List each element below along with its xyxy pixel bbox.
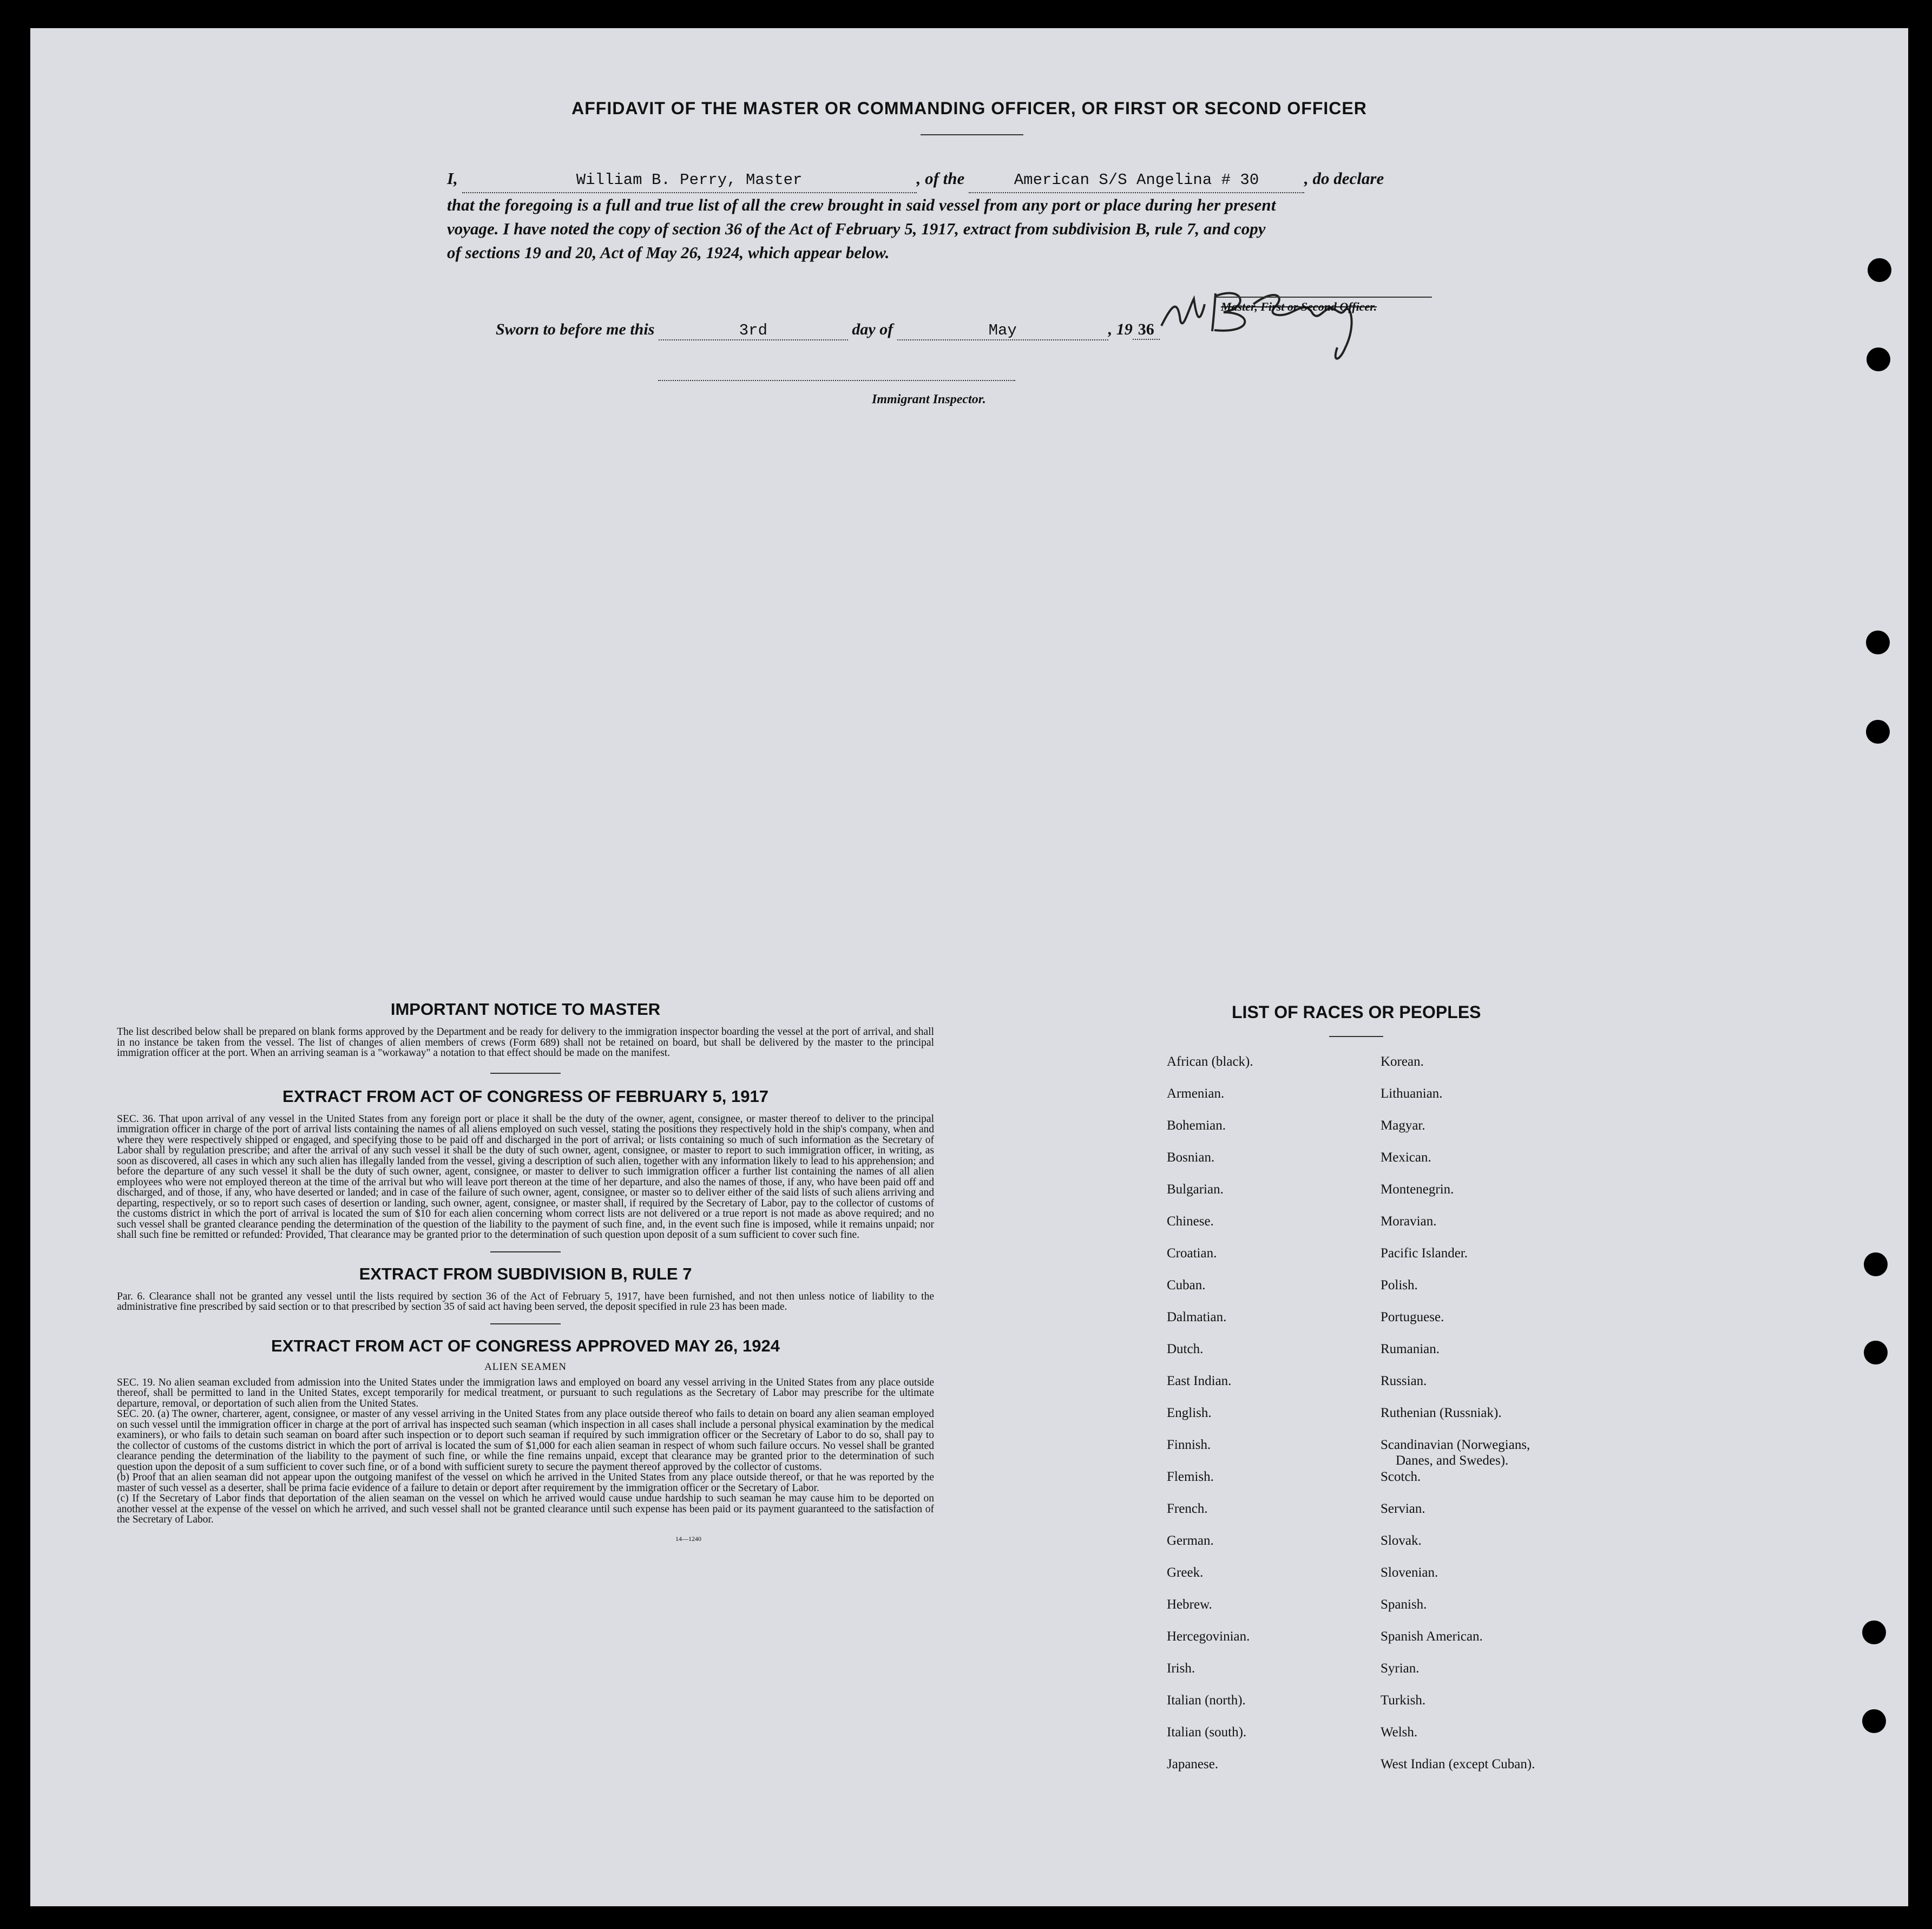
- race-item: Syrian.: [1381, 1661, 1420, 1676]
- punch-hole: [1868, 258, 1891, 282]
- race-item: Spanish American.: [1381, 1629, 1483, 1644]
- sworn-line: [496, 320, 1160, 340]
- sec-20b-text: (b) Proof that an alien seaman did not appear upon the outgoing manifest of the vessel on which he arrived in the United States from any place outside thereof, or that he was reported by the master of such vessel as a deserter, shall be prima facie evidence of a failure to detain or deport after requirement by the immigration officer or the Secretary of Labor.: [117, 1472, 934, 1494]
- race-item: Italian (south).: [1167, 1725, 1247, 1740]
- race-item-continuation: Danes, and Swedes).: [1396, 1453, 1509, 1468]
- sworn-month-field: May: [897, 321, 1108, 340]
- race-item: Cuban.: [1167, 1278, 1206, 1292]
- race-item: Dutch.: [1167, 1342, 1204, 1356]
- race-item: Ruthenian (Russniak).: [1381, 1406, 1502, 1420]
- day-of-label: day of: [852, 320, 893, 338]
- race-item: West Indian (except Cuban).: [1381, 1757, 1535, 1771]
- extract-1924-title: EXTRACT FROM ACT OF CONGRESS APPROVED MAY 26, 1924: [271, 1336, 780, 1355]
- punch-hole: [1867, 347, 1890, 371]
- race-item: African (black).: [1167, 1054, 1253, 1069]
- document-sheet: [30, 28, 1908, 1906]
- punch-hole: [1866, 631, 1890, 654]
- notice-text: The list described below shall be prepared on blank forms approved by the Department and be ready for delivery to the immigration inspector boarding the vessel at the port of arrival, and shall in no instance be taken from the vessel. The list of changes of alien members of crews (Form 689) shall not be retained on board, but shall be delivered by the master to the principal immigration officer at the port. When an arriving seaman is a "workaway" a notation to that effect should be made on the manifest.: [117, 1026, 934, 1059]
- notice-section: [117, 1000, 934, 1543]
- year-prefix: , 19: [1108, 320, 1133, 338]
- race-item: Hercegovinian.: [1167, 1629, 1250, 1644]
- race-item: Rumanian.: [1381, 1342, 1440, 1356]
- race-item: Montenegrin.: [1381, 1182, 1454, 1197]
- race-item: Turkish.: [1381, 1693, 1426, 1708]
- race-item: Scandinavian (Norwegians,: [1381, 1438, 1530, 1452]
- punch-hole: [1864, 1252, 1888, 1276]
- race-item: Scotch.: [1381, 1469, 1421, 1484]
- signature-caption: Master, First or Second Officer.: [1221, 300, 1377, 313]
- race-item: Moravian.: [1381, 1214, 1437, 1229]
- subdivision-divider: [490, 1323, 561, 1324]
- race-item: Russian.: [1381, 1374, 1427, 1388]
- extract-1917-title: EXTRACT FROM ACT OF CONGRESS OF FEBRUARY 5, 1917: [282, 1086, 768, 1106]
- inspector-caption: Immigrant Inspector.: [872, 392, 986, 406]
- races-title: LIST OF RACES OR PEOPLES: [1232, 1002, 1481, 1022]
- race-item: Servian.: [1381, 1501, 1425, 1516]
- master-signature: [1151, 266, 1432, 380]
- punch-hole: [1862, 1709, 1886, 1733]
- race-item: Portuguese.: [1381, 1310, 1444, 1324]
- subdivision-title: EXTRACT FROM SUBDIVISION B, RULE 7: [359, 1264, 692, 1283]
- race-item: Croatian.: [1167, 1246, 1217, 1261]
- race-item: Magyar.: [1381, 1118, 1425, 1133]
- vessel-field: American S/S Angelina # 30: [969, 168, 1304, 193]
- officer-name-field: William B. Perry, Master: [462, 168, 917, 193]
- inspector-signature-line: [658, 380, 1015, 381]
- punch-hole: [1866, 720, 1890, 744]
- punch-hole: [1862, 1620, 1886, 1644]
- race-item: English.: [1167, 1406, 1212, 1420]
- race-item: Bulgarian.: [1167, 1182, 1224, 1197]
- race-item: Bohemian.: [1167, 1118, 1226, 1133]
- race-item: Japanese.: [1167, 1757, 1219, 1771]
- races-list: [1167, 1046, 1654, 1803]
- sworn-day-field: 3rd: [659, 321, 848, 340]
- race-item: Korean.: [1381, 1054, 1424, 1069]
- declaration-line-3: of sections 19 and 20, Act of May 26, 1924, which appear below.: [447, 243, 890, 262]
- race-item: Bosnian.: [1167, 1150, 1215, 1165]
- race-item: Hebrew.: [1167, 1597, 1212, 1612]
- race-item: Irish.: [1167, 1661, 1195, 1676]
- extract-1917-text: SEC. 36. That upon arrival of any vessel in the United States from any foreign port or place it shall be the duty of the owner, agent, consignee, or master thereof to deliver to the principal immigration officer in charge of the port of arrival lists containing the names of all aliens employed on such vessel, stating the positions they respectively hold in the ship's company, when and where they were respectively shipped or engaged, and specifying those to be paid off and discharged in the port of arrival; or lists containing so much of such information as the Secretary of Labor shall by regulation prescribe; and after the arrival of any such vessel it shall be the duty of such owner, agent, consignee, or master to report to such immigration officer, in writing, as soon as discovered, all cases in which any such alien has illegally landed from the vessel, giving a description of such alien, together with any information likely to lead to his apprehension; and before the departure of any such vessel it shall be the duty of such owner, agent, consignee, or master to deliver to such immigration officer a further list containing the names of all alien employees who were not employed thereon at the time of the arrival but who will leave port thereon at the time of her departure, and also the names of those, if any, who have been paid off and discharged, and of those, if any, who have deserted or landed; and in case of the failure of such owner, agent, consignee, or master so to deliver either of the said lists of such aliens arriving and departing, respectively, or so to report such cases of desertion or landing, such owner, agent, consignee, or master shall, if required by the Secretary of Labor, pay to the collector of customs of the customs district in which the port of arrival is located the sum of $10 for each alien concerning whom correct lists are not delivered or a true report is not made as above required; and no such vessel shall be granted clearance pending the determination of the question of the liability to the payment of such fine, and, in the event such fine is imposed, while it remains unpaid; nor shall such fine be remitted or refunded: Provided, That clearance may be granted prior to the determination of such question upon deposit of a sum sufficient to cover such fine.: [117, 1113, 934, 1241]
- race-item: French.: [1167, 1501, 1208, 1516]
- notice-title: IMPORTANT NOTICE TO MASTER: [390, 1000, 661, 1019]
- declaration-line-2: voyage. I have noted the copy of section 36 of the Act of February 5, 1917, extract from subdivision B, rule 7, and copy: [447, 219, 1266, 238]
- race-item: Slovenian.: [1381, 1565, 1438, 1580]
- sec-19-text: SEC. 19. No alien seaman excluded from admission into the United States under the immigration laws and employed on board any vessel arriving in the United States from any place outside thereof, shall be permitted to land in the United States, except temporarily for medical treatment, or pursuant to such regulations as the Secretary of Labor may prescribe for the ultimate departure, removal, or deportation of such alien from the United States.: [117, 1376, 934, 1409]
- declaration-pronoun: I,: [447, 169, 458, 188]
- race-item: Pacific Islander.: [1381, 1246, 1468, 1261]
- races-left-column: [1167, 1046, 1253, 1780]
- of-the-label: , of the: [916, 169, 965, 188]
- punch-hole: [1864, 1341, 1888, 1364]
- sworn-prefix: Sworn to before me this: [496, 320, 655, 338]
- affidavit-title: AFFIDAVIT OF THE MASTER OR COMMANDING OFFICER, OR FIRST OR SECOND OFFICER: [571, 99, 1367, 118]
- race-item: Dalmatian.: [1167, 1310, 1227, 1324]
- race-item: Greek.: [1167, 1565, 1204, 1580]
- race-item: Mexican.: [1381, 1150, 1431, 1165]
- races-underline: [1329, 1036, 1383, 1037]
- race-item: Spanish.: [1381, 1597, 1427, 1612]
- do-declare-label: , do declare: [1304, 169, 1384, 188]
- year-field: 36: [1133, 320, 1160, 340]
- races-right-column: [1381, 1046, 1535, 1780]
- sec-20c-text: (c) If the Secretary of Labor finds that deportation of the alien seaman on the vessel on which he arrived would cause undue hardship to such seaman he may cause him to be deported on another vessel at the expense of the vessel on which he arrived, and such vessel shall not be granted clearance until such expense has been paid or its payment guaranteed to the satisfaction of the Secretary of Labor.: [117, 1493, 934, 1525]
- race-item: Polish.: [1381, 1278, 1418, 1292]
- sec-20a-text: SEC. 20. (a) The owner, charterer, agent, consignee, or master of any vessel arriving in the United States from any place outside thereof who fails to detain on board any alien seaman employed on such vessel until the immigration officer in charge at the port of arrival has inspected such seaman (which inspection in all cases shall include a personal physical examination by the medical examiners), or who fails to detain such seaman on board after such inspection or to deport such seaman if required by such immigration officer or the Secretary of Labor to do so, shall pay to the collector of customs of the customs district in which the port of arrival is located the sum of $1,000 for each alien seaman in respect of whom such failure occurs. No vessel shall be granted clearance pending the determination of the liability to the payment of such fine, or while the fine remains unpaid, except that clearance may be granted prior to the determination of such question upon the deposit of a sum sufficient to cover such fine, or of a bond with sufficient surety to secure the payment thereof approved by the collector of customs.: [117, 1408, 934, 1473]
- race-item: Flemish.: [1167, 1469, 1214, 1484]
- signature-line: [1215, 297, 1432, 298]
- race-item: Lithuanian.: [1381, 1086, 1443, 1101]
- race-item: Slovak.: [1381, 1533, 1422, 1548]
- race-item: German.: [1167, 1533, 1214, 1548]
- extract-1917-divider: [490, 1251, 561, 1252]
- race-item: East Indian.: [1167, 1374, 1232, 1388]
- declaration-line-1: that the foregoing is a full and true list of all the crew brought in said vessel from any port or place during her present: [447, 195, 1276, 214]
- race-item: Welsh.: [1381, 1725, 1418, 1740]
- form-number: 14—1240: [675, 1534, 701, 1543]
- race-item: Finnish.: [1167, 1438, 1211, 1452]
- race-item: Chinese.: [1167, 1214, 1214, 1229]
- notice-divider: [490, 1073, 561, 1074]
- declaration: [447, 167, 1524, 265]
- race-item: Italian (north).: [1167, 1693, 1246, 1708]
- race-item: Armenian.: [1167, 1086, 1225, 1101]
- extract-1924-subtitle: ALIEN SEAMEN: [484, 1361, 567, 1373]
- subdivision-text: Par. 6. Clearance shall not be granted any vessel until the lists required by section 36 of the Act of February 5, 1917, have been furnished, and not then unless notice of liability to the administrative fine prescribed by said section or to that prescribed by section 35 of said act having been served, the deposit specified in rule 23 has been made.: [117, 1290, 934, 1313]
- title-underline: [921, 134, 1023, 135]
